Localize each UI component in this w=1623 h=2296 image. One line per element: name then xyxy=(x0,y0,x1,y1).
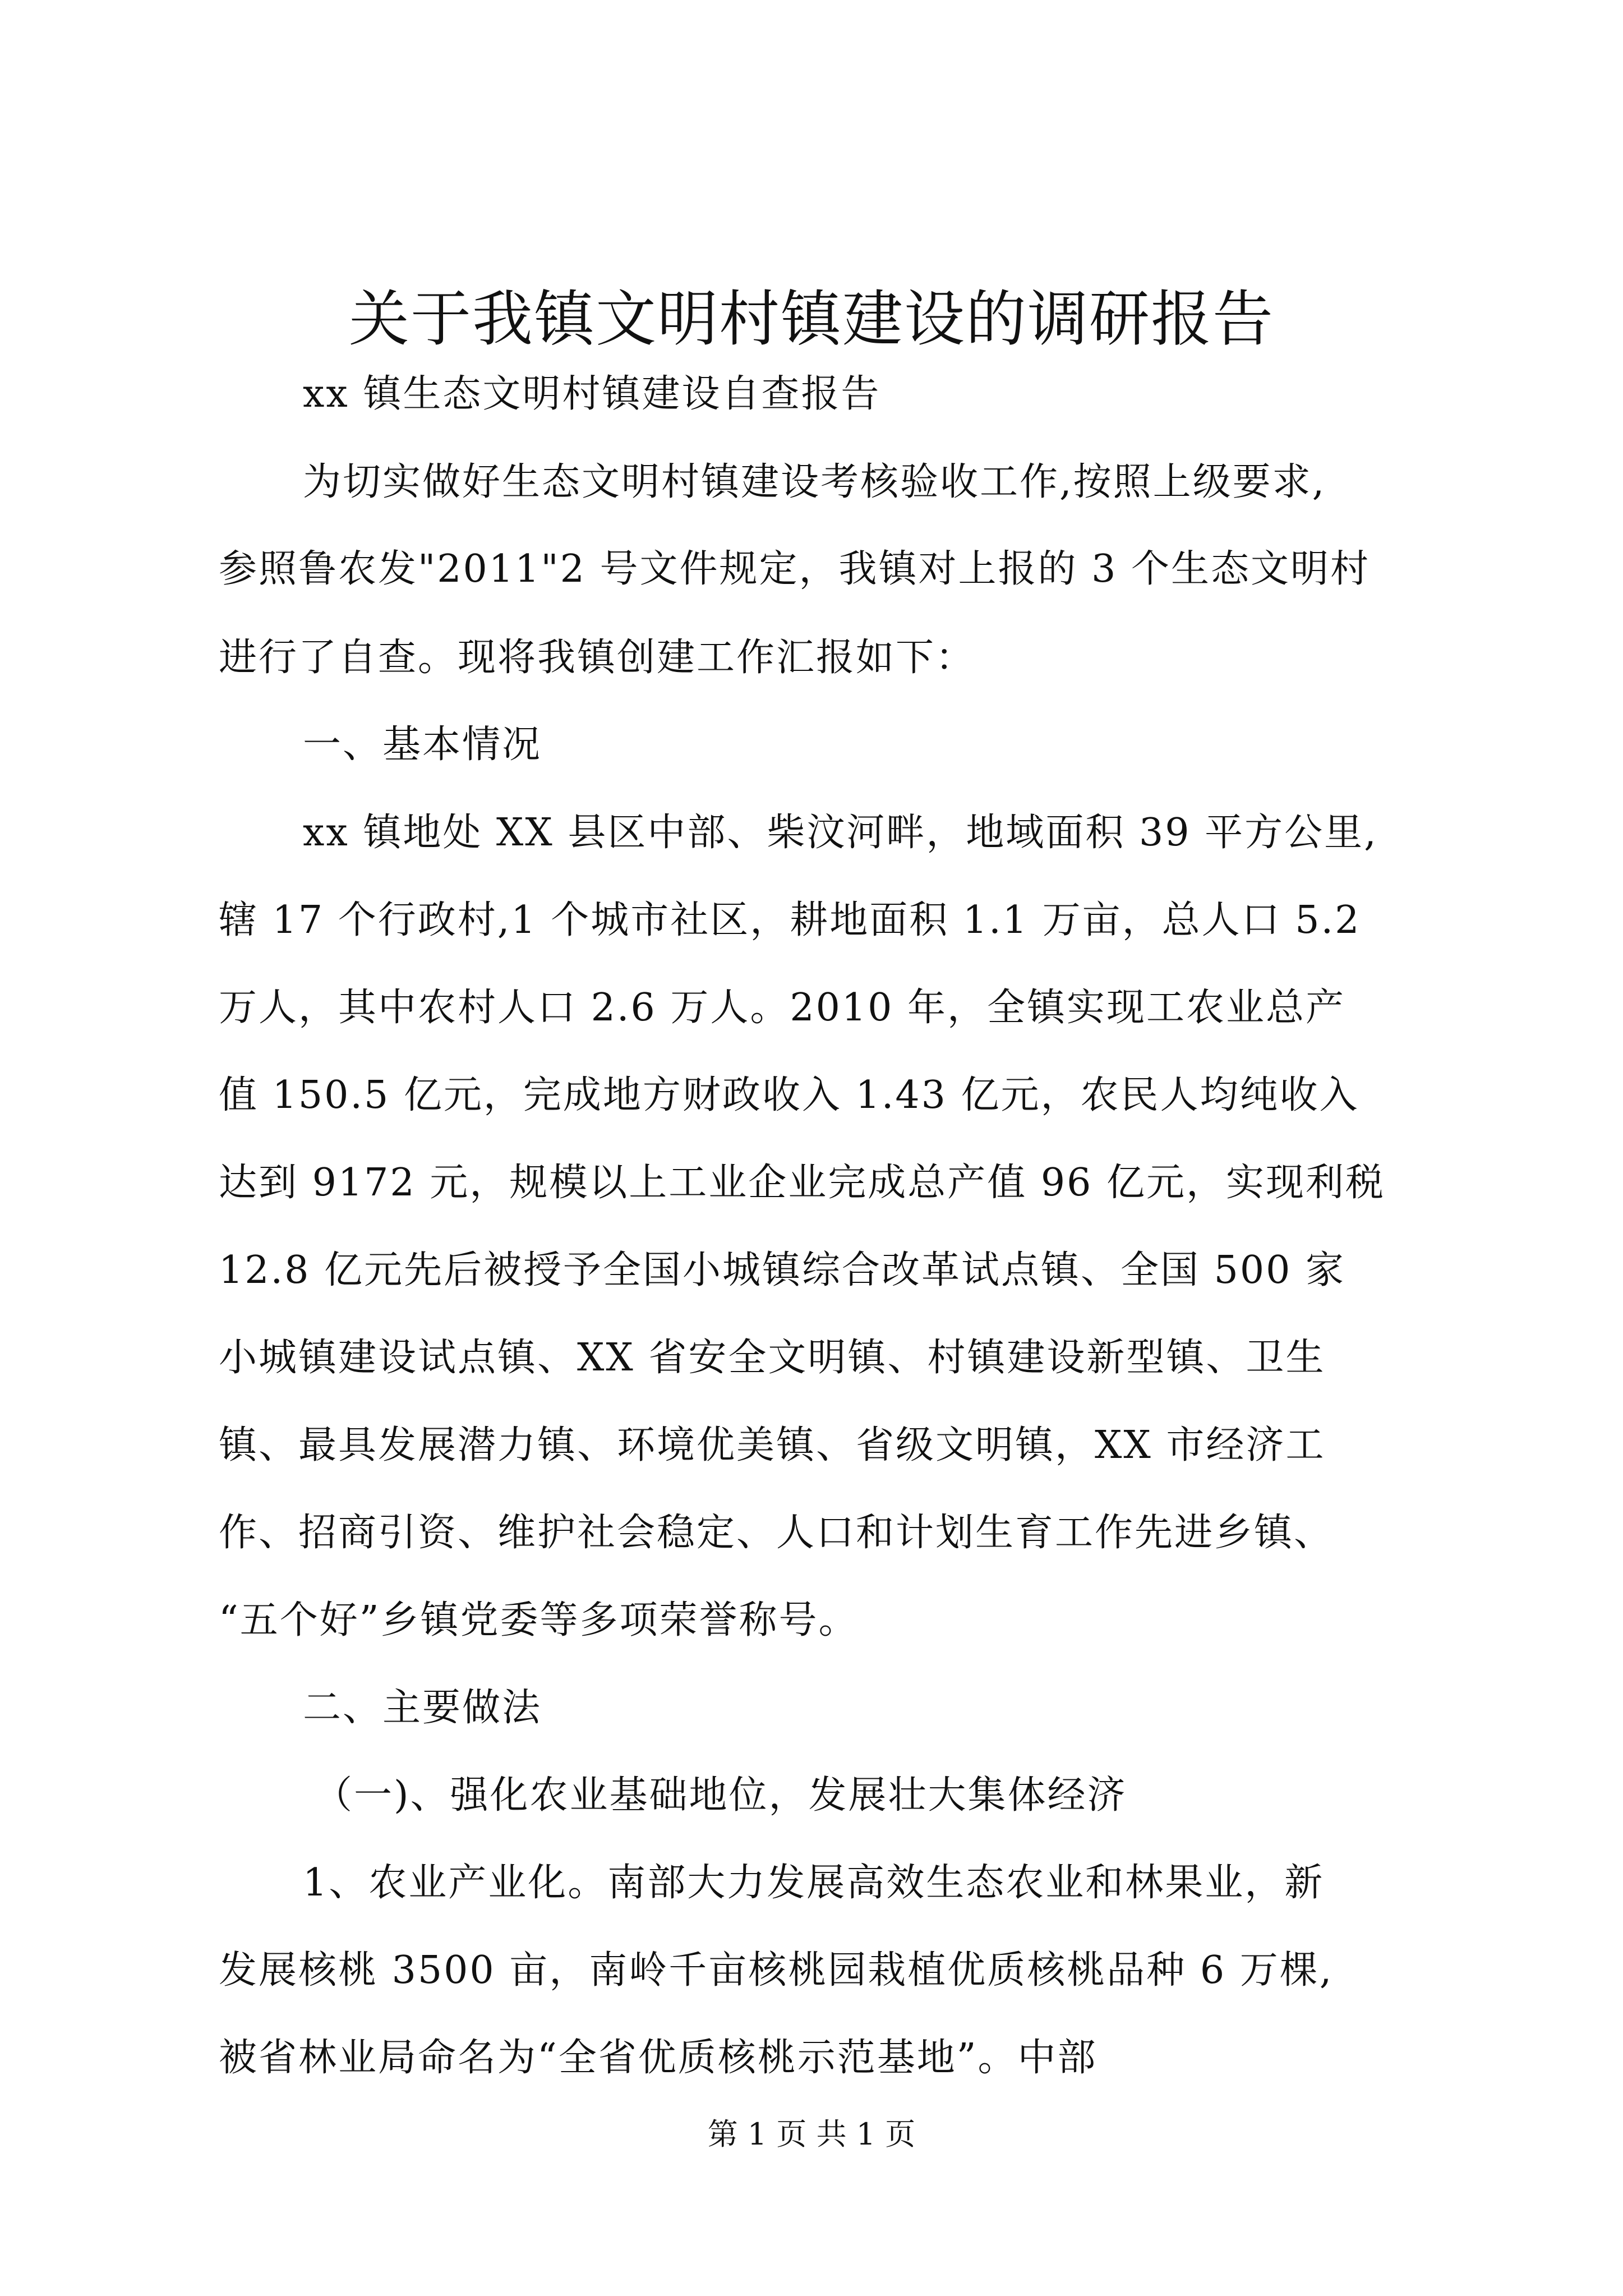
subsection-heading: （一)、强化农业基础地位，发展壮大集体经济 xyxy=(314,1773,1127,1818)
paragraph-line: 1、农业产业化。南部大力发展高效生态农业和林果业，新 xyxy=(303,1861,1325,1905)
page-footer: 第 1 页 共 1 页 xyxy=(707,2116,916,2152)
paragraph-line: 值 150.5 亿元，完成地方财政收入 1.43 亿元，农民人均纯收入 xyxy=(219,1073,1359,1117)
paragraph-line: 为切实做好生态文明村镇建设考核验收工作,按照上级要求, xyxy=(303,460,1326,504)
paragraph-line: 镇、最具发展潜力镇、环境优美镇、省级文明镇，XX 市经济工 xyxy=(219,1423,1326,1467)
paragraph-line: “五个好”乡镇党委等多项荣誉称号。 xyxy=(219,1598,859,1642)
document-title: 关于我镇文明村镇建设的调研报告 xyxy=(348,284,1274,355)
paragraph-line: 被省林业局命名为“全省优质核桃示范基地”。中部 xyxy=(219,2036,1098,2080)
section-heading: 一、基本情况 xyxy=(303,723,542,767)
subtitle-line: xx 镇生态文明村镇建设自查报告 xyxy=(303,372,881,416)
paragraph-line: 小城镇建设试点镇、XX 省安全文明镇、村镇建设新型镇、卫生 xyxy=(219,1336,1326,1380)
paragraph-line: 发展核桃 3500 亩，南岭千亩核桃园栽植优质核桃品种 6 万棵, xyxy=(219,1948,1334,1993)
paragraph-line: 辖 17 个行政村,1 个城市社区，耕地面积 1.1 万亩，总人口 5.2 xyxy=(219,898,1361,942)
section-heading: 二、主要做法 xyxy=(303,1686,542,1730)
paragraph-line: 万人，其中农村人口 2.6 万人。2010 年，全镇实现工农业总产 xyxy=(219,986,1346,1030)
paragraph-line: 12.8 亿元先后被授予全国小城镇综合改革试点镇、全国 500 家 xyxy=(219,1248,1346,1292)
paragraph-line: 进行了自查。现将我镇创建工作汇报如下： xyxy=(219,636,976,680)
paragraph-line: xx 镇地处 XX 县区中部、柴汶河畔，地域面积 39 平方公里, xyxy=(303,811,1378,855)
paragraph-line: 参照鲁农发"2011"2 号文件规定，我镇对上报的 3 个生态文明村 xyxy=(219,547,1370,591)
paragraph-line: 达到 9172 元，规模以上工业企业完成总产值 96 亿元，实现利税 xyxy=(219,1161,1386,1205)
paragraph-line: 作、招商引资、维护社会稳定、人口和计划生育工作先进乡镇、 xyxy=(219,1511,1334,1555)
